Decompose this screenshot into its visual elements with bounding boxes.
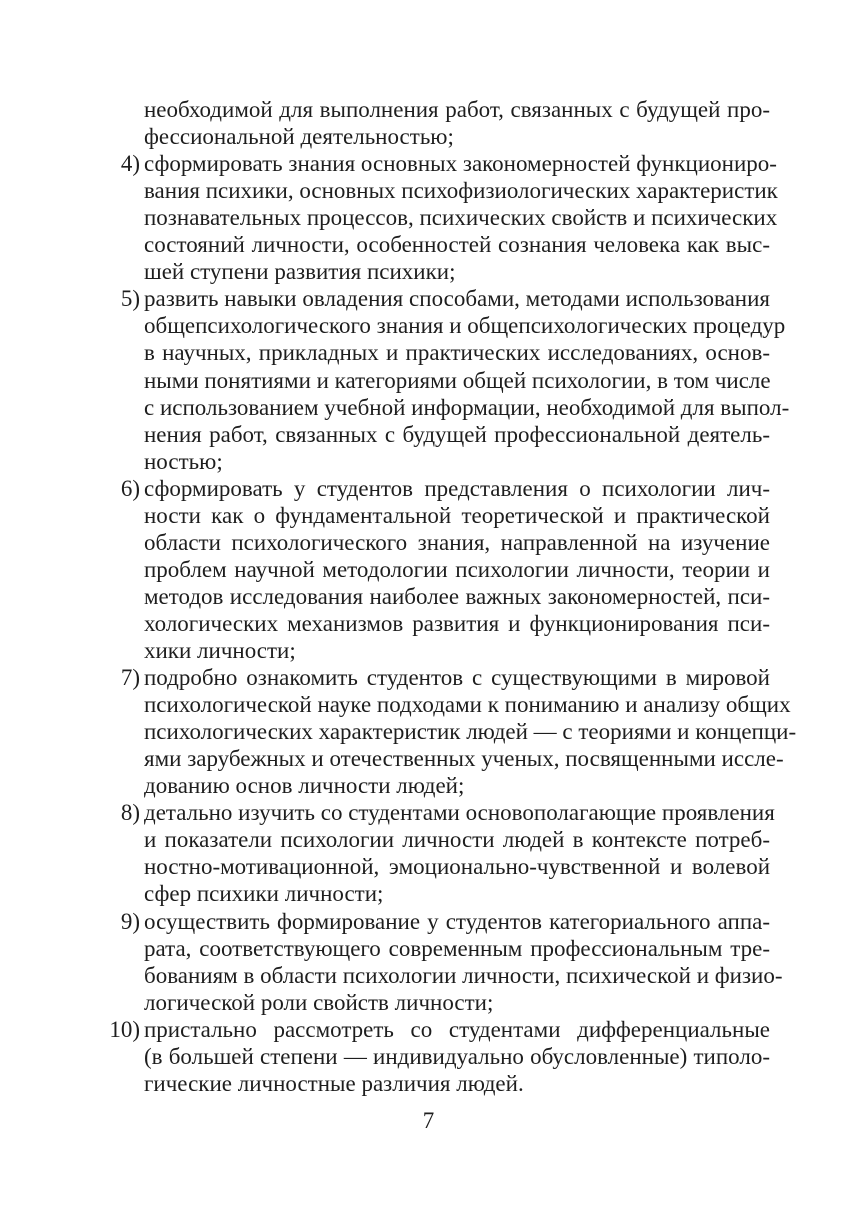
- text-line: проблем научной методологии психологии личности, теории и: [144, 556, 770, 582]
- text-line: фессиональной деятельностью;: [144, 124, 454, 150]
- text-line: развить навыки овладения способами, методами использования: [144, 286, 770, 312]
- list-item-number: 6): [120, 475, 140, 501]
- text-line: осуществить формирование у студентов категориального аппа-: [144, 908, 770, 934]
- list-item-number: 5): [120, 286, 140, 312]
- list-item-number: 8): [120, 800, 140, 826]
- page-number: 7: [422, 1108, 435, 1133]
- text-line: сформировать у студентов представления о психологии лич-: [144, 475, 770, 501]
- text-line: ными понятиями и категориями общей психологии, в том числе: [144, 367, 771, 393]
- text-line: логической роли свойств личности;: [144, 989, 494, 1015]
- list-item-number: 4): [120, 151, 140, 177]
- text-line: методов исследования наиболее важных закономерностей, пси-: [144, 583, 770, 609]
- text-line: подробно ознакомить студентов с существующими в мировой: [144, 665, 770, 691]
- text-line: сфер психики личности;: [144, 881, 384, 907]
- text-line: гические личностные различия людей.: [144, 1070, 524, 1096]
- text-line: с использованием учебной информации, необходимой для выпол-: [144, 394, 790, 420]
- text-line: состояний личности, особенностей сознания человека как выс-: [144, 232, 770, 258]
- text-line: психологической науке подходами к пониманию и анализу общих: [144, 692, 791, 718]
- text-line: в научных, прикладных и практических исследованиях, основ-: [144, 340, 770, 366]
- text-line: сформировать знания основных закономерностей функциониро-: [144, 151, 777, 177]
- text-line: области психологического знания, направленной на изучение: [144, 529, 770, 555]
- text-line: нения работ, связанных с будущей профессиональной деятель-: [144, 421, 770, 447]
- text-line: необходимой для выполнения работ, связанных с будущей про-: [144, 97, 770, 122]
- text-line: пристально рассмотреть со студентами дифференциальные: [144, 1016, 770, 1042]
- text-line: бованиям в области психологии личности, психической и физио-: [144, 962, 783, 988]
- list-item-number: 7): [120, 665, 140, 691]
- text-line: ностью;: [144, 448, 223, 474]
- text-line: ностно-мотивационной, эмоционально-чувственной и волевой: [144, 854, 770, 880]
- text-line: вания психики, основных психофизиологических характеристик: [144, 178, 778, 204]
- text-line: хологических механизмов развития и функционирования пси-: [144, 610, 770, 636]
- list-item-number: 9): [120, 908, 140, 934]
- text-line: и показатели психологии личности людей в контексте потреб-: [144, 827, 770, 853]
- text-line: общепсихологического знания и общепсихологических процедур: [144, 313, 786, 339]
- text-line: детально изучить со студентами основополагающие проявления: [144, 800, 775, 826]
- text-line: шей ступени развития психики;: [144, 259, 456, 285]
- text-line: познавательных процессов, психических свойств и психических: [144, 205, 778, 231]
- text-line: дованию основ личности людей;: [144, 773, 465, 799]
- text-line: хики личности;: [144, 638, 296, 663]
- text-line: (в большей степени — индивидуально обусловленные) типоло-: [144, 1043, 770, 1069]
- text-line: психологических характеристик людей — с теориями и концепци-: [144, 719, 797, 745]
- text-line: ности как о фундаментальной теоретической и практической: [144, 502, 770, 528]
- list-item-number: 10): [109, 1016, 140, 1042]
- text-line: рата, соответствующего современным профессиональным тре-: [144, 935, 770, 961]
- text-line: ями зарубежных и отечественных ученых, посвященными иссле-: [144, 746, 784, 772]
